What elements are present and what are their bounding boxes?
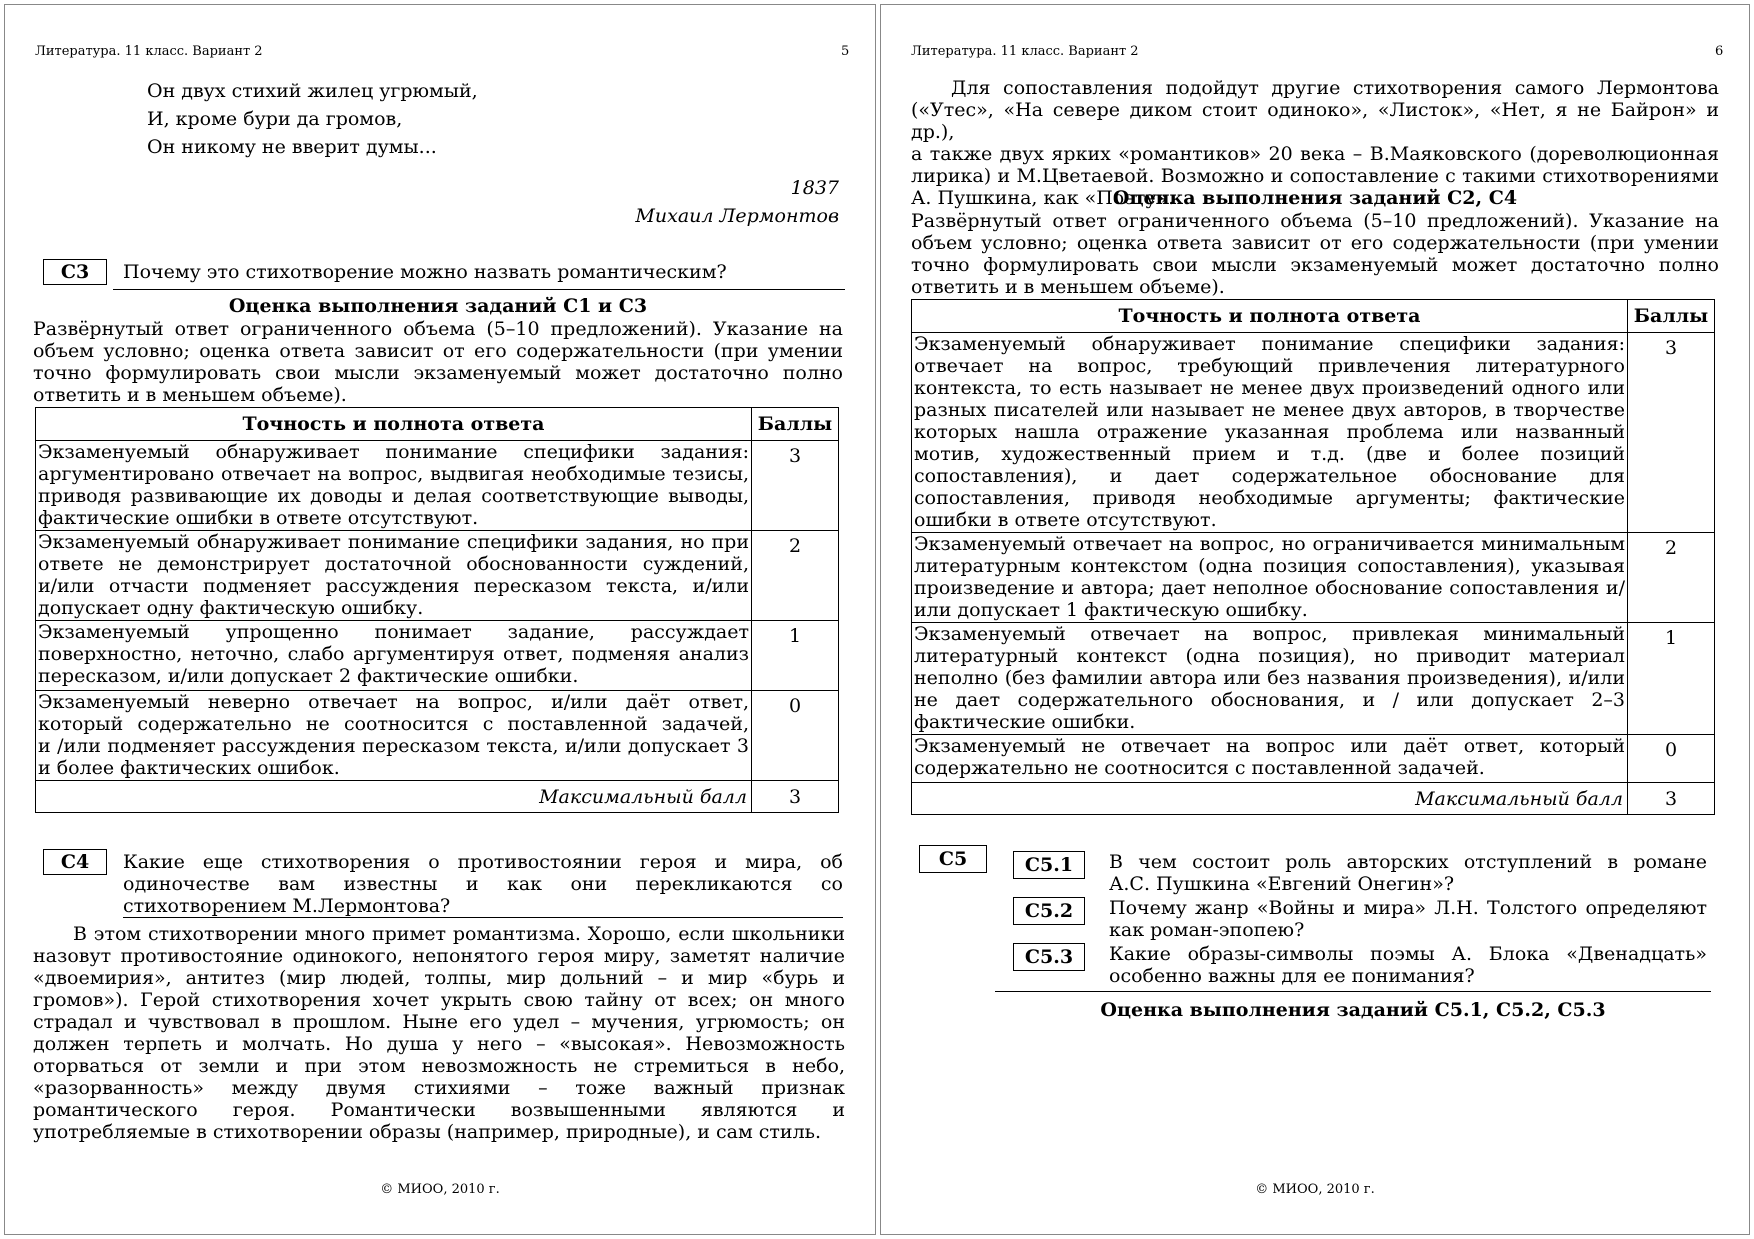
table-row: [912, 533, 1715, 623]
intro-line: объем условно; оценка ответа зависит от его содержательности (при умении: [33, 340, 843, 362]
criteria-line: фактические ошибки.: [914, 711, 1136, 733]
criteria-line: поверхностно, неточно, слабо аргументируя ответ, подменяя анализ: [38, 643, 749, 665]
question-line: стихотворением М.Лермонтова?: [123, 895, 451, 917]
commentary-line: романтического героя. Романтически возвышенными являются и: [33, 1099, 845, 1121]
intro-line: ответить и в меньшем объеме).: [911, 276, 1225, 298]
paragraph-line: Для сопоставления подойдут другие стихотворения самого Лермонтова: [951, 77, 1719, 99]
criteria-line: Экзаменуемый неверно отвечает на вопрос, и/или даёт ответ,: [38, 691, 749, 713]
criteria-line: и более фактических ошибок.: [38, 757, 340, 779]
intro-line: точно формулировать свои мысли экзаменуемый может достаточно полно: [33, 362, 843, 384]
criteria-line: Экзаменуемый не отвечает на вопрос или даёт ответ, который: [914, 735, 1625, 757]
criteria-line: содержательно не соотносится с поставленной задачей.: [914, 757, 1485, 779]
table-row: [36, 621, 839, 691]
intro-line: объем условно; оценка ответа зависит от его содержательности (при умении: [911, 232, 1719, 254]
criteria-line: произведение и автора; дает неполное обоснование сопоставления и/: [914, 577, 1625, 599]
criteria-cell: [912, 735, 1628, 783]
commentary-line: должен терпеть и молчать. Но душа у него – «высокая». Невозможность: [33, 1033, 845, 1055]
question-line: как роман-эпопею?: [1109, 919, 1305, 941]
task-label-c5-2: С5.2: [1013, 897, 1085, 925]
question-line: А.С. Пушкина «Евгений Онегин»?: [1109, 873, 1455, 895]
table-row: [912, 333, 1715, 533]
max-score-label: Максимальный балл: [912, 783, 1628, 815]
poem: [147, 77, 478, 161]
points-cell: 1: [1628, 623, 1715, 735]
column-header-criteria: Точность и полнота ответа: [912, 300, 1628, 333]
assessment-intro: [911, 210, 1719, 298]
points-cell: 1: [752, 621, 839, 691]
criteria-line: и/или отчасти подменяет рассуждения пересказом текста, и/или: [38, 575, 749, 597]
max-score-value: 3: [752, 781, 839, 813]
paragraph-line: лирика) и М.Цветаевой. Возможно и сопоставление с такими стихотворениями: [911, 165, 1719, 187]
criteria-cell: [912, 533, 1628, 623]
column-header-points: Баллы: [1628, 300, 1715, 333]
commentary-line: страдал и чувствовал в прошлом. Ныне его удел – мучения, угрюмость; он: [33, 1011, 845, 1033]
criteria-cell: [36, 691, 752, 781]
paragraph-line: («Утес», «На севере диком стоит одиноко», «Листок», «Нет, я не Байрон» и др.),: [911, 99, 1719, 143]
max-score-value: 3: [1628, 783, 1715, 815]
criteria-line: разных писателей или называет не менее двух авторов, в творчестве: [914, 399, 1625, 421]
question-line: особенно важны для ее понимания?: [1109, 965, 1475, 987]
column-header-criteria: Точность и полнота ответа: [36, 408, 752, 441]
task-label-c3: С3: [43, 259, 107, 285]
page-6: [880, 4, 1750, 1235]
task-label-c5-1: С5.1: [1013, 851, 1085, 879]
intro-line: ответить и в меньшем объеме).: [33, 384, 347, 406]
page-footer: © МИОО, 2010 г.: [1255, 1182, 1375, 1197]
task-c5-3-question: [1109, 943, 1707, 987]
criteria-line: мотив, художественный прием и т.д. (две и более позиций: [914, 443, 1625, 465]
page-footer: © МИОО, 2010 г.: [380, 1182, 500, 1197]
criteria-line: которых нашла отражение указанная проблема или названный: [914, 421, 1625, 443]
task-c3-question: Почему это стихотворение можно назвать романтическим?: [123, 261, 727, 283]
table-header-row: [36, 408, 839, 441]
points-cell: 0: [752, 691, 839, 781]
page-number: 6: [1715, 44, 1724, 59]
question-line: Какие образы-символы поэмы А. Блока «Двенадцать»: [1109, 943, 1707, 965]
assessment-intro: [33, 318, 843, 406]
criteria-table-c2-c4: [911, 299, 1715, 815]
divider: [123, 917, 843, 918]
criteria-cell: [36, 531, 752, 621]
assessment-title-c1-c3: Оценка выполнения заданий С1 и С3: [228, 295, 648, 317]
criteria-line: Экзаменуемый упрощенно понимает задание, рассуждает: [38, 621, 749, 643]
divider: [995, 991, 1711, 992]
question-line: Почему жанр «Войны и мира» Л.Н. Толстого определяют: [1109, 897, 1707, 919]
table-header-row: [912, 300, 1715, 333]
poem-line: Он никому не вверит думы...: [147, 136, 437, 158]
task-label-c5-3: С5.3: [1013, 943, 1085, 971]
criteria-line: фактические ошибки в ответе отсутствуют.: [38, 507, 479, 529]
commentary-line: «разорванность» между двумя стихиями – тоже важный признак: [33, 1077, 845, 1099]
criteria-line: аргументировано отвечает на вопрос, выдвигая необходимые тезисы,: [38, 463, 749, 485]
criteria-cell: [912, 623, 1628, 735]
max-score-label: Максимальный балл: [36, 781, 752, 813]
commentary-line: «двоемирия», антитез (мир людей, толпы, мир дольний – и мир «бурь и: [33, 967, 845, 989]
table-row: [36, 691, 839, 781]
points-cell: 2: [752, 531, 839, 621]
criteria-line: который содержательно не соотносится с поставленной задачей,: [38, 713, 749, 735]
commentary-line: назовут противостояние одинокого, непонятого героя миру, заметят наличие: [33, 945, 845, 967]
task-label-c4: С4: [43, 849, 107, 875]
commentary-line: громов»). Герой стихотворения хочет укрыть свою тайну от всех; он много: [33, 989, 845, 1011]
divider: [113, 289, 845, 290]
criteria-line: отвечает на вопрос, требующий привлечения литературного: [914, 355, 1625, 377]
criteria-line: Экзаменуемый обнаруживает понимание специфики задания, но при: [38, 531, 749, 553]
criteria-line: и /или подменяет рассуждения пересказом текста, и/или допускает 3: [38, 735, 749, 757]
intro-line: Развёрнутый ответ ограниченного объема (5–10 предложений). Указание на: [911, 210, 1719, 232]
task-c5-2-question: [1109, 897, 1707, 941]
assessment-title-c5: Оценка выполнения заданий С5.1, С5.2, С5.3: [1100, 999, 1606, 1021]
table-row: [36, 531, 839, 621]
column-header-points: Баллы: [752, 408, 839, 441]
criteria-line: сопоставления), и дает содержательное обоснование для: [914, 465, 1625, 487]
criteria-line: пересказом, и/или допускает 2 фактические ошибки.: [38, 665, 579, 687]
criteria-line: допускает одну фактическую ошибку.: [38, 597, 424, 619]
criteria-line: Экзаменуемый отвечает на вопрос, привлекая минимальный: [914, 623, 1625, 645]
points-cell: 0: [1628, 735, 1715, 783]
page-header: Литература. 11 класс. Вариант 2: [35, 44, 263, 59]
criteria-cell: [36, 621, 752, 691]
task-c4-question: [123, 851, 843, 917]
criteria-cell: [36, 441, 752, 531]
commentary: [33, 923, 845, 1143]
task-label-c5: С5: [919, 845, 987, 873]
poem-line: И, кроме бури да громов,: [147, 108, 403, 130]
page-number: 5: [841, 44, 850, 59]
criteria-line: не дает содержательного обоснования, и / или допускает 2–3: [914, 689, 1625, 711]
page-5: [4, 4, 876, 1235]
criteria-line: литературный контекст (одна позиция), но приводит материал: [914, 645, 1625, 667]
commentary-line: оторваться от земли и при этом невозможность не стремиться в небо,: [33, 1055, 845, 1077]
table-row: [912, 735, 1715, 783]
assessment-title-c2-c4: Оценка выполнения заданий С2, С4: [1112, 187, 1518, 209]
criteria-line: или допускает 1 фактическую ошибку.: [914, 599, 1308, 621]
criteria-line: ошибки в ответе отсутствуют.: [914, 509, 1217, 531]
intro-line: точно формулировать свои мысли экзаменуемый может достаточно полно: [911, 254, 1719, 276]
criteria-line: приводя развивающие их доводы и делая соответствующие выводы,: [38, 485, 749, 507]
table-row: [36, 441, 839, 531]
criteria-line: литературным контекстом (одна позиция сопоставления), указывая: [914, 555, 1625, 577]
criteria-line: Экзаменуемый обнаруживает понимание специфики задания:: [914, 333, 1625, 355]
intro-line: Развёрнутый ответ ограниченного объема (5–10 предложений). Указание на: [33, 318, 843, 340]
question-line: В чем состоит роль авторских отступлений в романе: [1109, 851, 1707, 873]
task-c5-1-question: [1109, 851, 1707, 895]
criteria-line: неполно (без фамилии автора или без названия произведения), и/или: [914, 667, 1625, 689]
question-line: Какие еще стихотворения о противостоянии героя и мира, об: [123, 851, 843, 873]
criteria-line: Экзаменуемый обнаруживает понимание специфики задания:: [38, 441, 749, 463]
points-cell: 3: [1628, 333, 1715, 533]
poem-author: Михаил Лермонтов: [635, 205, 839, 227]
table-max-row: [912, 783, 1715, 815]
points-cell: 2: [1628, 533, 1715, 623]
poem-year: 1837: [790, 177, 839, 199]
paragraph-line: а также двух ярких «романтиков» 20 века – В.Маяковского (дореволюционная: [911, 143, 1719, 165]
question-line: одиночестве вам известны и как они перекликаются со: [123, 873, 843, 895]
paragraph-line: А. Пушкина, как «Поэту».: [911, 187, 1175, 209]
poem-line: Он двух стихий жилец угрюмый,: [147, 80, 478, 102]
criteria-line: контекста, то есть называет не менее двух произведений одного или: [914, 377, 1625, 399]
criteria-cell: [912, 333, 1628, 533]
table-max-row: [36, 781, 839, 813]
points-cell: 3: [752, 441, 839, 531]
page-header: Литература. 11 класс. Вариант 2: [911, 44, 1139, 59]
commentary-line: употребляемые в стихотворении образы (например, природные), и сам стиль.: [33, 1121, 822, 1143]
table-row: [912, 623, 1715, 735]
criteria-table-c1-c3: [35, 407, 839, 813]
criteria-line: Экзаменуемый отвечает на вопрос, но ограничивается минимальным: [914, 533, 1625, 555]
commentary-line: В этом стихотворении много примет романтизма. Хорошо, если школьники: [73, 923, 845, 945]
criteria-line: сопоставления, приводя необходимые аргументы; фактические: [914, 487, 1625, 509]
criteria-line: ответе не демонстрирует достаточной обоснованности суждений,: [38, 553, 749, 575]
